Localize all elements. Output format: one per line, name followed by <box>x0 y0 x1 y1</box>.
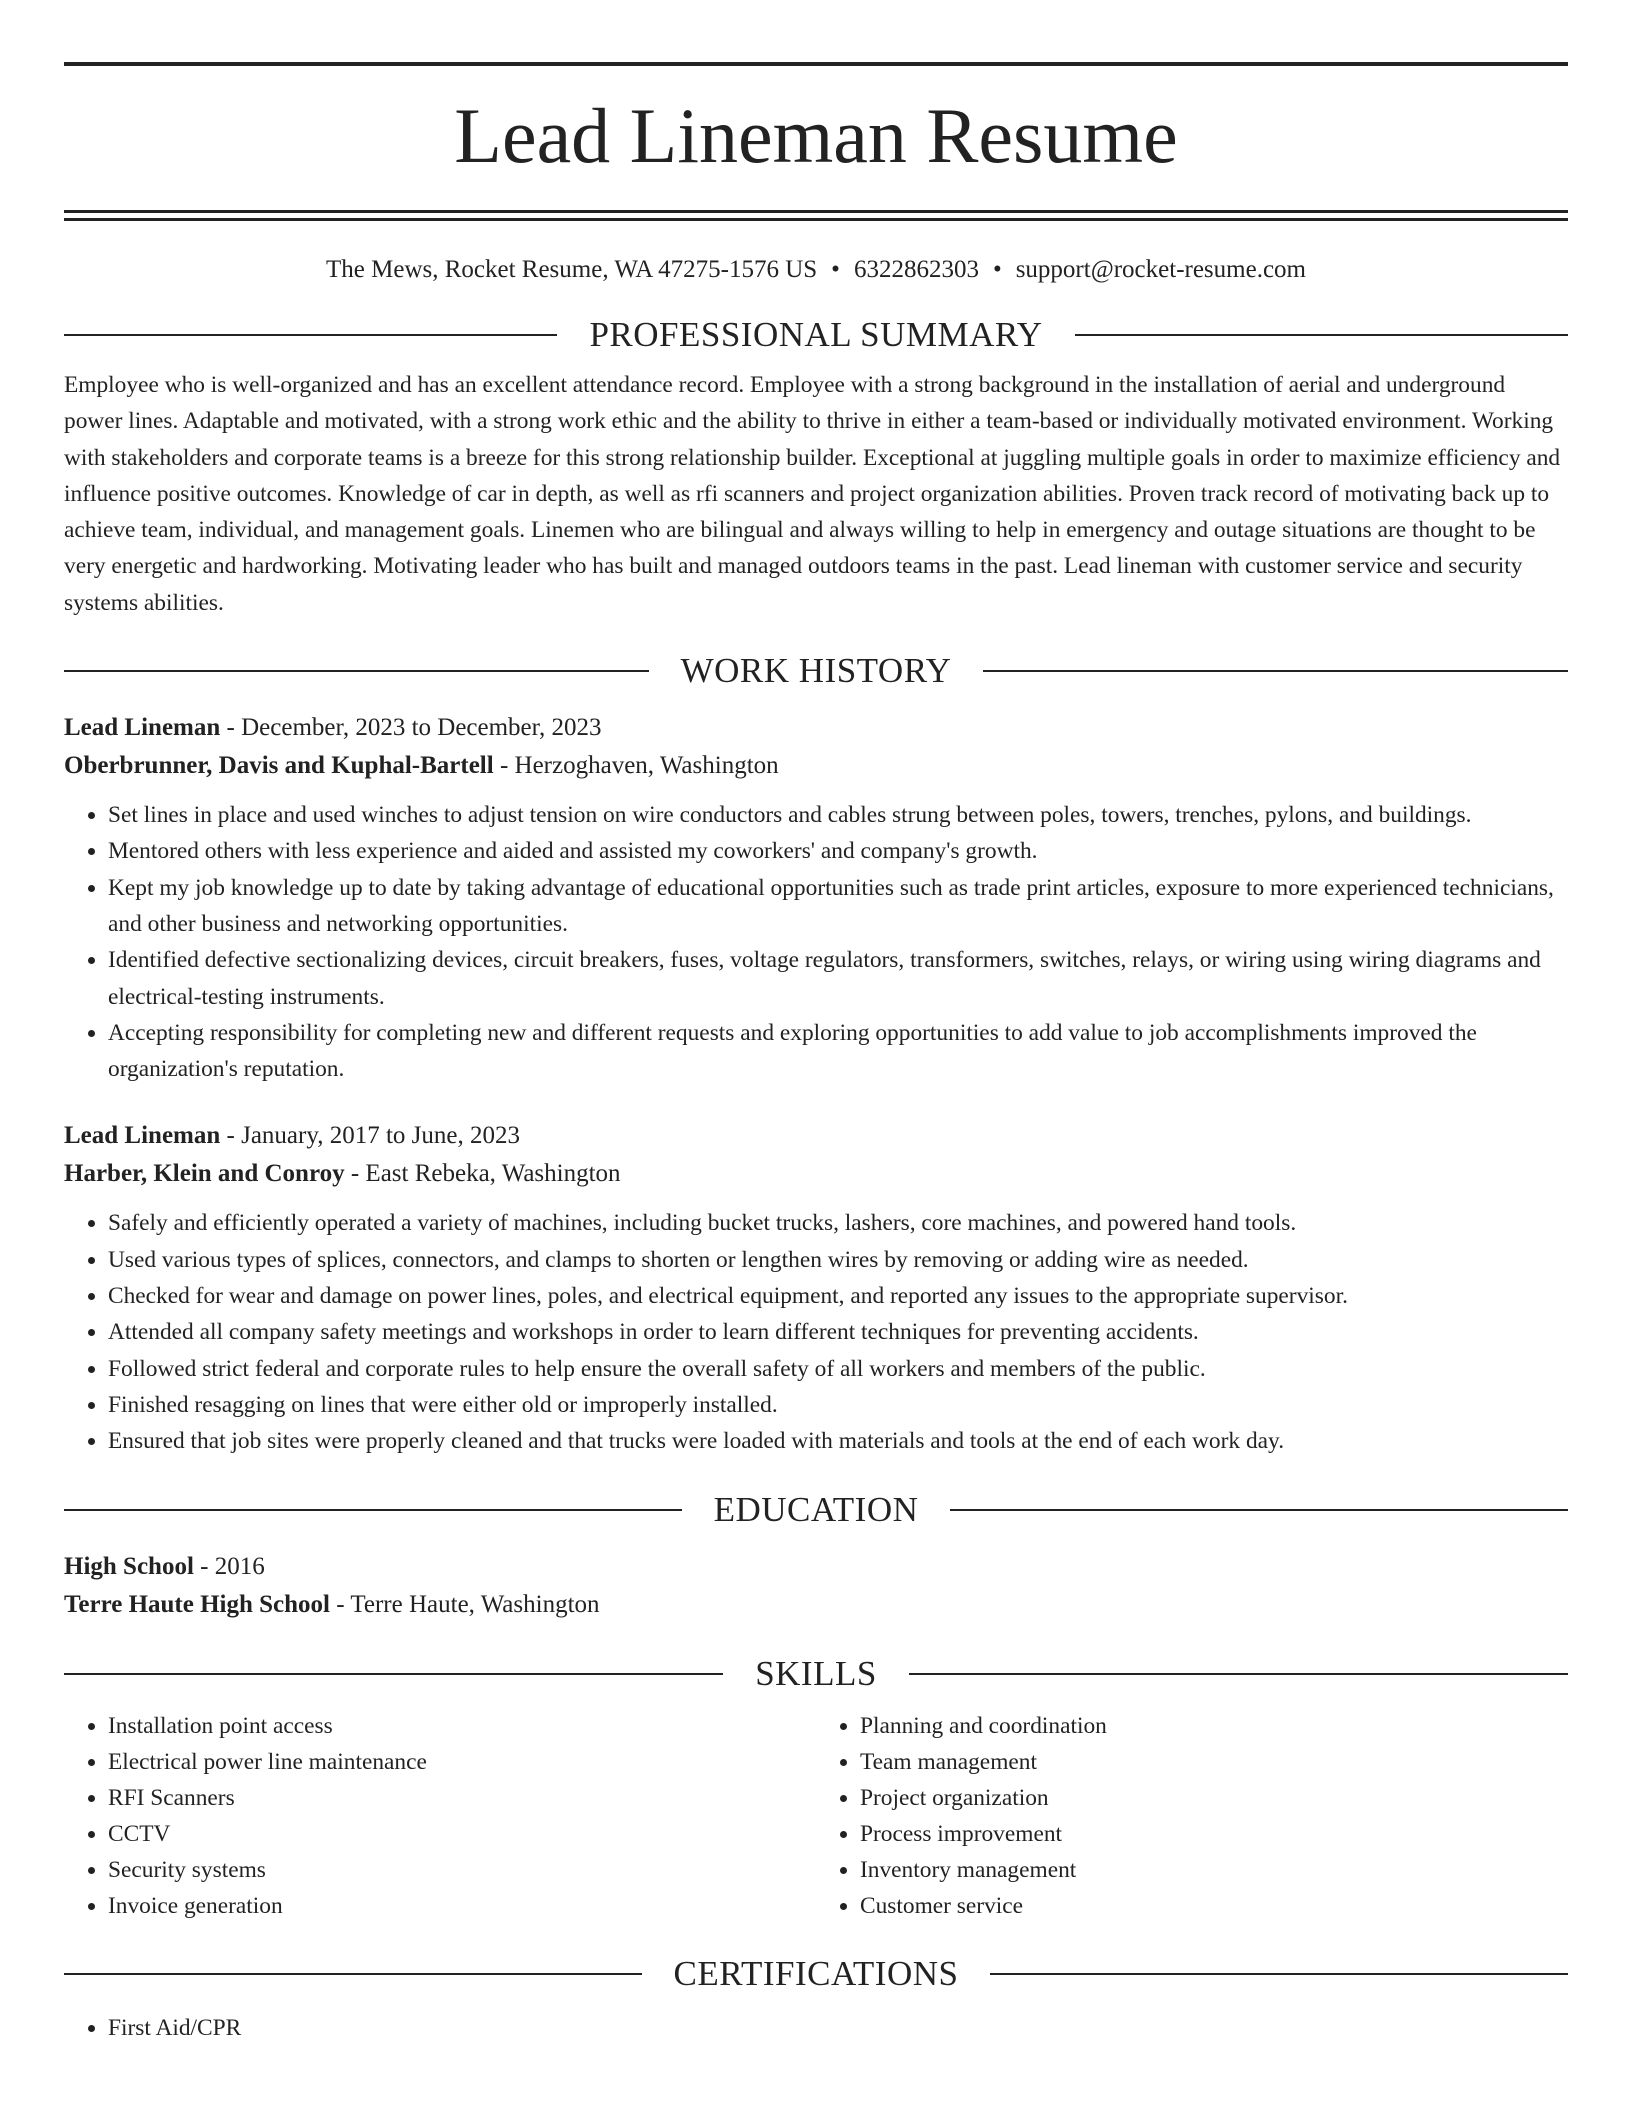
job-bullet: • Accepting responsibility for completing new and different requests and exploring opportunities to add value to job accomplishments improved the organization's reputation. <box>108 1015 1568 1088</box>
job-title: Lead Lineman <box>64 1122 221 1150</box>
contact-line <box>64 255 1568 285</box>
section-heading-education <box>64 1488 1568 1532</box>
job-bullet: • Attended all company safety meetings and workshops in order to learn different techniques for preventing accidents. <box>108 1314 1568 1350</box>
certifications-list <box>64 2010 1568 2046</box>
job-entry <box>64 709 1568 1087</box>
skill-item: • Invoice generation <box>108 1888 816 1924</box>
job-title-row <box>64 1117 1568 1155</box>
heading-rule-right <box>983 670 1568 672</box>
job-bullets <box>64 797 1568 1087</box>
skills-list-right <box>816 1708 1568 1924</box>
job-bullet: • Mentored others with less experience and aided and assisted my coworkers' and company's growth. <box>108 833 1568 869</box>
section-heading-work-history <box>64 649 1568 693</box>
contact-separator: • <box>992 256 1002 283</box>
summary-text: Employee who is well-organized and has an excellent attendance record. Employee with a strong background in the installation of aerial and underground power lines. Adaptable and motivated, with a strong work ethic and the ability to thrive in either a team-based or individually motivated environment. Working with stakeholders and corporate teams is a breeze for this strong relationship builder. Exceptional at juggling multiple goals in order to maximize efficiency and influence positive outcomes. Knowledge of car in depth, as well as rfi scanners and project organization abilities. Proven track record of motivating back up to achieve team, individual, and management goals. Linemen who are bilingual and always willing to help in emergency and outage situations are thought to be very energetic and hardworking. Motivating leader who has built and managed outdoors teams in the past. Lead lineman with customer service and security systems abilities. <box>64 372 1561 616</box>
heading-rule-left <box>64 334 557 336</box>
job-bullet: • Followed strict federal and corporate rules to help ensure the overall safety of all workers and members of the public. <box>108 1351 1568 1387</box>
job-bullet: • Identified defective sectionalizing devices, circuit breakers, fuses, voltage regulators, transformers, switches, relays, or wiring using wiring diagrams and electrical-testing instruments. <box>108 942 1568 1015</box>
section-title: WORK HISTORY <box>680 651 952 691</box>
job-bullet: • Ensured that job sites were properly cleaned and that trucks were loaded with materials and tools at the end of each work day. <box>108 1423 1568 1459</box>
skill-item: • Inventory management <box>860 1852 1568 1888</box>
skill-item: • Installation point access <box>108 1708 816 1744</box>
heading-rule-right <box>990 1973 1568 1975</box>
job-bullet: • Finished resagging on lines that were either old or improperly installed. <box>108 1387 1568 1423</box>
contact-email: support@rocket-resume.com <box>1015 256 1306 283</box>
heading-rule-left <box>64 1973 642 1975</box>
job-bullet: • Checked for wear and damage on power lines, poles, and electrical equipment, and reported any issues to the appropriate supervisor. <box>108 1278 1568 1314</box>
job-company-row <box>64 747 1568 785</box>
job-entry <box>64 1117 1568 1459</box>
resume-title: Lead Lineman Resume <box>454 92 1178 179</box>
skill-item: • Process improvement <box>860 1816 1568 1852</box>
skills-list-left <box>64 1708 816 1924</box>
skill-item: • Project organization <box>860 1780 1568 1816</box>
section-title: PROFESSIONAL SUMMARY <box>589 315 1043 354</box>
skill-item: • Team management <box>860 1744 1568 1780</box>
job-bullets <box>64 1205 1568 1459</box>
certifications-entry <box>64 2010 1568 2046</box>
contact-address: The Mews, Rocket Resume, WA 47275-1576 US <box>326 256 818 283</box>
education-school: Terre Haute High School <box>64 1590 330 1618</box>
heading-rule-left <box>64 670 649 672</box>
job-company-row <box>64 1155 1568 1193</box>
skill-item: • CCTV <box>108 1816 816 1852</box>
education-location: - Terre Haute, Washington <box>329 1590 600 1618</box>
job-dates: - January, 2017 to June, 2023 <box>220 1122 521 1150</box>
heading-rule-right <box>950 1509 1568 1511</box>
section-title: CERTIFICATIONS <box>673 1953 959 1993</box>
section-heading-summary <box>64 313 1568 357</box>
heading-rule-left <box>64 1673 723 1675</box>
certification-item: • First Aid/CPR <box>108 2010 1568 2046</box>
contact-separator: • <box>831 256 840 283</box>
section-heading-certifications <box>64 1952 1568 1996</box>
education-entry <box>64 1548 1568 1624</box>
education-year: - 2016 <box>193 1552 265 1580</box>
section-title: EDUCATION <box>713 1489 919 1529</box>
skill-item: • Security systems <box>108 1852 816 1888</box>
skill-item: • RFI Scanners <box>108 1780 816 1816</box>
heading-rule-left <box>64 1509 682 1511</box>
skill-item: • Planning and coordination <box>860 1708 1568 1744</box>
section-heading-skills <box>64 1652 1568 1696</box>
job-dates: - December, 2023 to December, 2023 <box>220 714 602 742</box>
section-title: SKILLS <box>755 1653 877 1693</box>
job-location: - Herzoghaven, Washington <box>493 752 779 780</box>
job-company: Harber, Klein and Conroy <box>64 1160 345 1188</box>
top-rule <box>64 62 1568 66</box>
job-bullet: • Safely and efficiently operated a variety of machines, including bucket trucks, lashers, core machines, and powered hand tools. <box>108 1205 1568 1241</box>
heading-rule-right <box>909 1673 1568 1675</box>
job-bullet: • Used various types of splices, connectors, and clamps to shorten or lengthen wires by removing or adding wire as needed. <box>108 1242 1568 1278</box>
skill-item: • Electrical power line maintenance <box>108 1744 816 1780</box>
job-title-row <box>64 709 1568 747</box>
title-double-rule <box>64 210 1568 221</box>
skills-columns <box>64 1708 1568 1924</box>
skill-item: • Customer service <box>860 1888 1568 1924</box>
job-bullet: • Set lines in place and used winches to adjust tension on wire conductors and cables strung between poles, towers, trenches, pylons, and buildings. <box>108 797 1568 833</box>
job-title: Lead Lineman <box>64 714 221 742</box>
education-degree: High School <box>64 1552 194 1580</box>
education-school-row <box>64 1586 1568 1624</box>
job-bullet: • Kept my job knowledge up to date by taking advantage of educational opportunities such as trade print articles, exposure to more experienced technicians, and other business and networking opportunities. <box>108 870 1568 943</box>
contact-phone: 6322862303 <box>853 256 979 283</box>
heading-rule-right <box>1075 334 1568 336</box>
job-company: Oberbrunner, Davis and Kuphal-Bartell <box>64 752 494 780</box>
job-location: - East Rebeka, Washington <box>344 1160 621 1188</box>
education-degree-row <box>64 1548 1568 1586</box>
